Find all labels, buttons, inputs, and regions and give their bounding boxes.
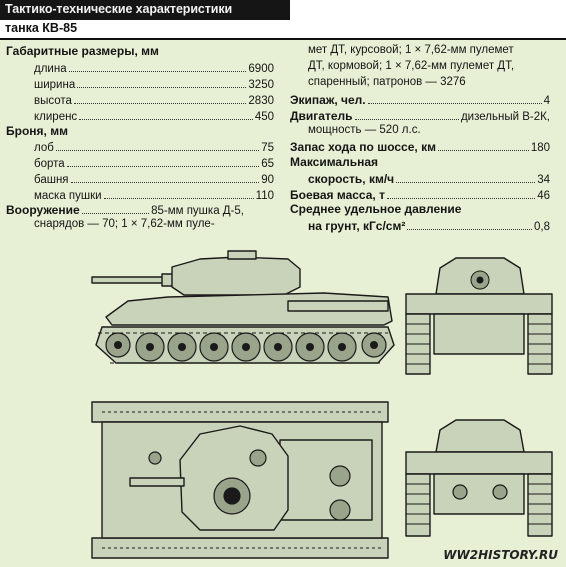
tank-top-view bbox=[90, 400, 390, 560]
leader-dots bbox=[82, 213, 149, 214]
title-line-1: Тактико-технические характеристики bbox=[5, 2, 233, 16]
leader-dots bbox=[438, 150, 529, 151]
range-value: 180 bbox=[530, 142, 550, 154]
pressure-label-1: Среднее удельное давление bbox=[290, 202, 462, 216]
pressure-value: 0,8 bbox=[534, 221, 550, 233]
spec-label: борта bbox=[34, 158, 65, 170]
engine-label: Двигатель bbox=[290, 109, 353, 123]
spec-row-range bbox=[290, 139, 550, 154]
title-line-2: танка КВ-85 bbox=[5, 21, 78, 35]
spec-label: ширина bbox=[34, 79, 76, 91]
header bbox=[0, 0, 566, 40]
speed-label-2: скорость, км/ч bbox=[308, 172, 395, 186]
leader-dots bbox=[355, 119, 459, 120]
spec-row-clearance bbox=[34, 108, 274, 123]
leader-dots bbox=[69, 71, 247, 72]
leader-dots bbox=[71, 182, 260, 183]
spec-value: 65 bbox=[261, 158, 274, 170]
spec-row-armament bbox=[6, 202, 244, 217]
leader-dots bbox=[56, 150, 259, 151]
tank-front-view bbox=[404, 250, 554, 378]
armament-line-3: мет ДТ, курсовой; 1 × 7,62-мм пулемет bbox=[308, 44, 514, 56]
spec-row-front bbox=[34, 139, 274, 154]
spec-row-height bbox=[34, 92, 274, 107]
armament-line-5: спаренный; патронов — 3276 bbox=[308, 76, 466, 88]
leader-dots bbox=[396, 182, 535, 183]
spec-value: 3250 bbox=[248, 79, 274, 91]
crew-value: 4 bbox=[543, 95, 550, 107]
armament-line-4: ДТ, кормовой; 1 × 7,62-мм пулемет ДТ, bbox=[308, 60, 515, 72]
spec-label: маска пушки bbox=[34, 190, 102, 202]
spec-row-sides bbox=[34, 155, 274, 170]
leader-dots bbox=[77, 87, 246, 88]
spec-row-length bbox=[34, 60, 274, 75]
leader-dots bbox=[67, 166, 260, 167]
speed-value: 34 bbox=[537, 174, 550, 186]
leader-dots bbox=[104, 198, 254, 199]
range-label: Запас хода по шоссе, км bbox=[290, 140, 436, 154]
spec-value: 110 bbox=[255, 190, 274, 202]
spec-row-mantlet bbox=[34, 187, 274, 202]
spec-value: 450 bbox=[254, 111, 274, 123]
spec-row-turret bbox=[34, 171, 274, 186]
spec-row-crew bbox=[290, 92, 550, 107]
spec-value: 2830 bbox=[248, 95, 274, 107]
spec-label: высота bbox=[34, 95, 72, 107]
spec-value: 90 bbox=[261, 174, 274, 186]
spec-row-speed bbox=[308, 171, 550, 186]
weight-label: Боевая масса, т bbox=[290, 188, 385, 202]
engine-value: дизельный В-2К, bbox=[460, 111, 550, 123]
spec-label: лоб bbox=[34, 142, 54, 154]
spec-row-weight bbox=[290, 187, 550, 202]
content-panel bbox=[0, 40, 566, 567]
engine-line-2: мощность — 520 л.с. bbox=[308, 124, 421, 136]
leader-dots bbox=[368, 103, 542, 104]
speed-label-1: Максимальная bbox=[290, 155, 379, 169]
spec-label: длина bbox=[34, 63, 67, 75]
dimensions-heading: Габаритные размеры, мм bbox=[6, 44, 159, 58]
spec-value: 6900 bbox=[248, 63, 274, 75]
leader-dots bbox=[407, 229, 532, 230]
pressure-label-2: на грунт, кГс/см² bbox=[308, 219, 406, 233]
crew-label: Экипаж, чел. bbox=[290, 93, 366, 107]
armor-heading: Броня, мм bbox=[6, 124, 68, 138]
tank-side-view bbox=[88, 245, 400, 380]
watermark-credit: WW2HISTORY.RU bbox=[443, 548, 558, 562]
armament-value: 85-мм пушка Д-5, bbox=[151, 205, 244, 217]
tank-rear-view bbox=[404, 412, 554, 540]
spec-label: клиренс bbox=[34, 111, 78, 123]
spec-value: 75 bbox=[261, 142, 274, 154]
spec-row-pressure bbox=[308, 218, 550, 233]
weight-value: 46 bbox=[537, 190, 550, 202]
armament-label: Вооружение bbox=[6, 203, 80, 217]
leader-dots bbox=[74, 103, 246, 104]
spec-label: башня bbox=[34, 174, 69, 186]
leader-dots bbox=[387, 198, 535, 199]
armament-line-2: снарядов — 70; 1 × 7,62-мм пуле- bbox=[34, 218, 215, 230]
spec-row-engine bbox=[290, 108, 550, 123]
spec-row-width bbox=[34, 76, 274, 91]
leader-dots bbox=[79, 119, 253, 120]
